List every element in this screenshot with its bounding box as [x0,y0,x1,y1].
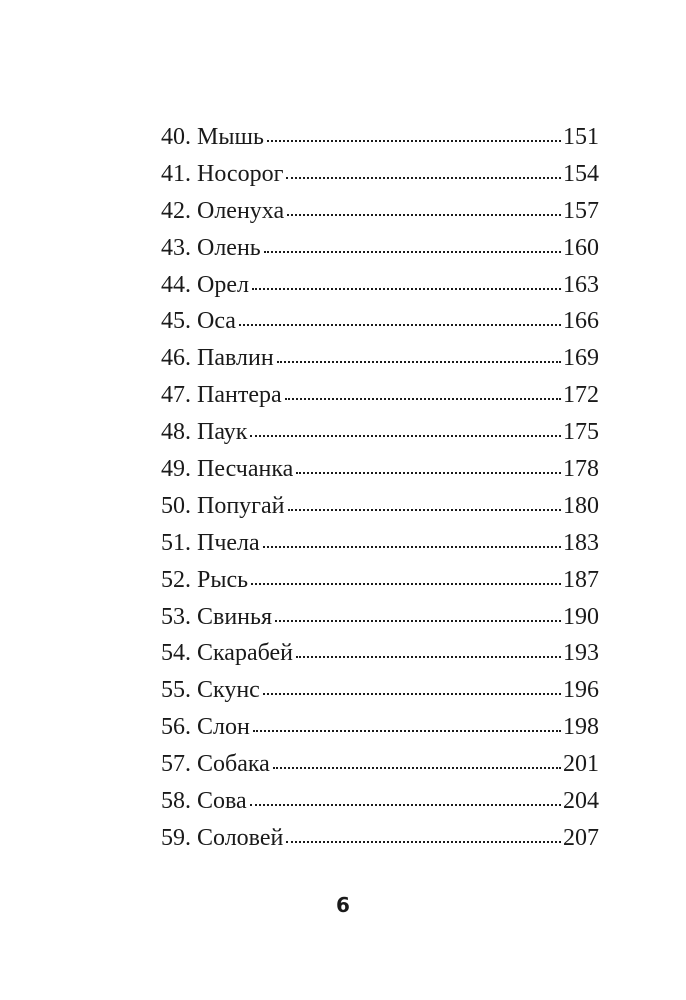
dot-leader [264,251,561,253]
dot-leader [239,324,561,326]
toc-entry [161,820,599,857]
dot-leader [286,177,561,179]
toc-entry-title: 46. Павлин [161,345,274,372]
toc-entry-title: 51. Пчела [161,529,260,556]
dot-leader [296,656,561,658]
toc-entry-page: 183 [563,529,599,556]
toc-entry-page: 190 [563,603,599,630]
toc-entry-title: 44. Орел [161,271,249,298]
toc-entry-title: 42. Оленуха [161,197,285,224]
toc-entry-page: 201 [563,751,599,778]
dot-leader [252,288,561,290]
toc-entry-page: 193 [563,640,599,667]
toc-entry-title: 45. Оса [161,308,236,335]
dot-leader [250,804,561,806]
dot-leader [253,730,561,732]
toc-entry [161,672,599,709]
toc-entry-page: 160 [563,234,599,261]
dot-leader [285,398,561,400]
toc-entry-title: 54. Скарабей [161,640,293,667]
table-of-contents [161,119,599,857]
toc-entry-page: 166 [563,308,599,335]
toc-entry [161,709,599,746]
dot-leader [250,435,561,437]
toc-entry [161,488,599,525]
toc-entry-page: 180 [563,492,599,519]
toc-entry-page: 169 [563,345,599,372]
dot-leader [263,546,561,548]
toc-entry-title: 41. Носорог [161,160,284,187]
toc-entry-title: 52. Рысь [161,566,249,593]
toc-entry [161,414,599,451]
toc-entry-title: 56. Слон [161,714,250,741]
toc-entry [161,562,599,599]
toc-entry [161,119,599,156]
toc-entry [161,525,599,562]
toc-entry [161,267,599,304]
toc-entry [161,783,599,820]
toc-entry-title: 58. Сова [161,788,247,815]
toc-entry [161,193,599,230]
toc-entry-title: 49. Песчанка [161,456,294,483]
dot-leader [273,767,561,769]
toc-entry-page: 172 [563,382,599,409]
toc-entry [161,746,599,783]
toc-entry-title: 57. Собака [161,751,270,778]
dot-leader [287,214,561,216]
toc-entry-page: 175 [563,419,599,446]
dot-leader [275,620,561,622]
dot-leader [277,361,561,363]
toc-entry-title: 50. Попугай [161,492,285,519]
toc-entry-title: 43. Олень [161,234,261,261]
toc-entry-title: 59. Соловей [161,824,284,851]
toc-entry [161,635,599,672]
toc-entry-page: 163 [563,271,599,298]
toc-entry [161,599,599,636]
toc-entry-page: 196 [563,677,599,704]
toc-entry-page: 157 [563,197,599,224]
toc-entry [161,156,599,193]
toc-entry-page: 204 [563,788,599,815]
dot-leader [267,140,561,142]
dot-leader [296,472,561,474]
toc-entry [161,340,599,377]
toc-entry-title: 55. Скунс [161,677,260,704]
toc-entry [161,303,599,340]
dot-leader [263,693,561,695]
dot-leader [288,509,561,511]
dot-leader [286,841,561,843]
toc-entry-page: 178 [563,456,599,483]
toc-entry-page: 154 [563,160,599,187]
toc-entry-page: 198 [563,714,599,741]
toc-entry-title: 47. Пантера [161,382,282,409]
dot-leader [251,583,561,585]
toc-entry-title: 40. Мышь [161,124,264,150]
toc-entry-title: 53. Свинья [161,603,273,630]
toc-entry [161,451,599,488]
toc-entry-page: 151 [563,124,599,150]
toc-entry-page: 187 [563,566,599,593]
toc-entry-page: 207 [563,824,599,851]
toc-entry [161,377,599,414]
toc-entry [161,230,599,267]
page-number: 6 [336,893,350,917]
toc-entry-title: 48. Паук [161,419,248,446]
